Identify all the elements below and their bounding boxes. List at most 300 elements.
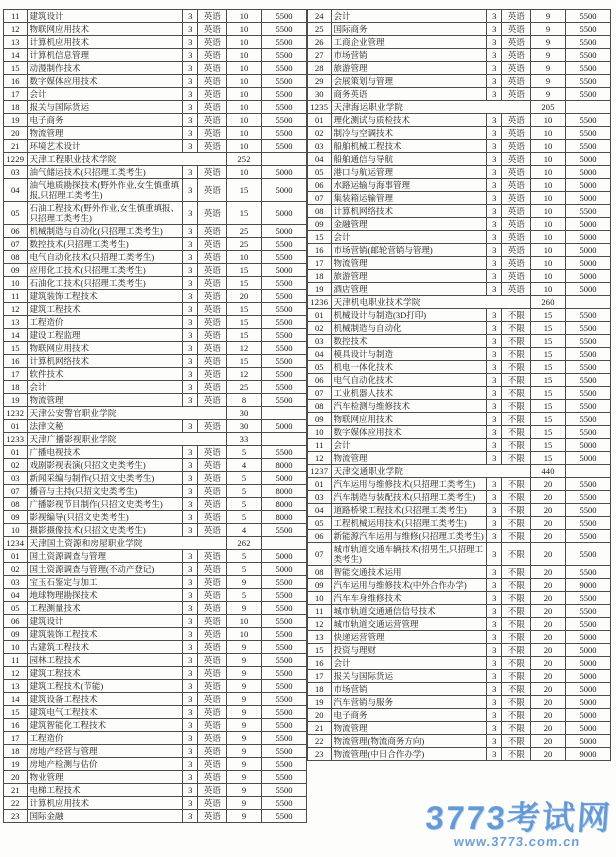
cell-language: 不限 — [502, 439, 531, 452]
school-row — [308, 296, 611, 309]
cell-enrollment-count: 9 — [227, 758, 262, 771]
cell-study-years: 3 — [487, 566, 502, 579]
cell-tuition-fee: 5500 — [261, 290, 306, 303]
cell-study-years: 3 — [487, 683, 502, 696]
cell-school-code: 1237 — [308, 465, 332, 478]
cell-study-years: 3 — [183, 810, 198, 823]
cell-study-years: 3 — [183, 693, 198, 706]
cell-language: 英语 — [198, 101, 227, 114]
cell-major-name: 旅游管理 — [331, 62, 487, 75]
major-row — [308, 75, 611, 88]
major-row — [308, 36, 611, 49]
cell-study-years: 3 — [183, 179, 198, 202]
cell-major-name: 法律文秘 — [27, 420, 183, 433]
cell-major-name: 电气自动化技术 — [331, 374, 487, 387]
major-row — [308, 205, 611, 218]
cell-study-years: 3 — [183, 114, 198, 127]
major-row — [4, 628, 307, 641]
cell-language: 英语 — [198, 550, 227, 563]
cell-enrollment-count: 20 — [531, 748, 566, 761]
cell-major-name: 会计 — [331, 439, 487, 452]
cell-tuition-fee: 8000 — [261, 459, 306, 472]
cell-study-years: 3 — [487, 322, 502, 335]
cell-language: 英语 — [198, 524, 227, 537]
cell-language: 不限 — [502, 504, 531, 517]
major-row — [4, 23, 307, 36]
cell-language: 英语 — [198, 680, 227, 693]
cell-major-name: 水路运输与海事管理 — [331, 179, 487, 192]
cell-major-code: 15 — [308, 644, 332, 657]
cell-major-name: 物联网应用技术 — [27, 342, 183, 355]
cell-enrollment-count: 9 — [227, 602, 262, 615]
major-row — [308, 218, 611, 231]
cell-study-years: 3 — [183, 23, 198, 36]
cell-major-name: 数控技术(只招理工类考生) — [27, 238, 183, 251]
cell-major-name: 物流管理 — [331, 452, 487, 465]
cell-language: 英语 — [198, 498, 227, 511]
cell-tuition-fee: 5500 — [261, 75, 306, 88]
cell-tuition-fee: 5500 — [565, 335, 610, 348]
cell-study-years: 3 — [183, 563, 198, 576]
cell-language: 不限 — [502, 348, 531, 361]
cell-language: 英语 — [198, 784, 227, 797]
cell-study-years: 3 — [183, 667, 198, 680]
cell-major-name: 报关与国际货运 — [27, 101, 183, 114]
cell-study-years: 3 — [183, 101, 198, 114]
cell-major-name: 建筑设计 — [27, 615, 183, 628]
cell-school-total: 262 — [227, 537, 262, 550]
major-row — [4, 485, 307, 498]
cell-language: 英语 — [198, 62, 227, 75]
cell-tuition-fee: 5500 — [261, 394, 306, 407]
cell-major-code: 13 — [4, 36, 28, 49]
cell-fee-empty — [261, 153, 306, 166]
major-row — [4, 114, 307, 127]
cell-major-name: 城市轨道交通车辆技术(招男生,只招理工类考生) — [331, 543, 487, 566]
cell-study-years: 3 — [183, 459, 198, 472]
cell-language: 不限 — [502, 517, 531, 530]
cell-fee-empty — [565, 465, 610, 478]
cell-language: 英语 — [198, 277, 227, 290]
cell-enrollment-count: 9 — [227, 771, 262, 784]
cell-major-code: 09 — [4, 628, 28, 641]
major-row — [308, 309, 611, 322]
cell-language: 英语 — [502, 244, 531, 257]
cell-school-total: 30 — [227, 407, 262, 420]
major-row — [308, 478, 611, 491]
cell-language: 不限 — [502, 374, 531, 387]
cell-major-code: 05 — [308, 361, 332, 374]
cell-tuition-fee: 5000 — [565, 270, 610, 283]
major-row — [4, 667, 307, 680]
cell-enrollment-count: 15 — [227, 355, 262, 368]
cell-study-years: 3 — [183, 49, 198, 62]
cell-tuition-fee: 5500 — [565, 322, 610, 335]
cell-study-years: 3 — [487, 478, 502, 491]
major-row — [308, 114, 611, 127]
cell-enrollment-count: 5 — [227, 498, 262, 511]
cell-tuition-fee: 9000 — [565, 748, 610, 761]
cell-enrollment-count: 9 — [227, 745, 262, 758]
cell-tuition-fee: 5500 — [565, 413, 610, 426]
major-row — [308, 543, 611, 566]
cell-enrollment-count: 20 — [531, 657, 566, 670]
cell-major-name: 环境艺术设计 — [27, 140, 183, 153]
cell-major-name: 模具设计与制造 — [331, 348, 487, 361]
cell-major-name: 国际商务 — [331, 23, 487, 36]
major-row — [308, 153, 611, 166]
major-row — [308, 579, 611, 592]
cell-tuition-fee: 5500 — [261, 576, 306, 589]
cell-study-years: 3 — [487, 504, 502, 517]
cell-tuition-fee: 5500 — [565, 504, 610, 517]
cell-language: 英语 — [198, 368, 227, 381]
cell-major-name: 计算机应用技术 — [27, 797, 183, 810]
cell-tuition-fee: 5000 — [261, 472, 306, 485]
cell-major-name: 物流管理 — [331, 257, 487, 270]
cell-major-code: 13 — [4, 316, 28, 329]
cell-major-name: 物流管理(物流商务方向) — [331, 735, 487, 748]
cell-major-code: 08 — [4, 498, 28, 511]
school-row — [308, 465, 611, 478]
major-row — [308, 696, 611, 709]
cell-enrollment-count: 20 — [531, 579, 566, 592]
cell-tuition-fee: 5500 — [565, 361, 610, 374]
cell-language: 英语 — [198, 771, 227, 784]
cell-enrollment-count: 5 — [227, 485, 262, 498]
cell-major-code: 01 — [4, 420, 28, 433]
cell-study-years: 3 — [487, 618, 502, 631]
cell-tuition-fee: 5500 — [565, 543, 610, 566]
cell-major-name: 建筑工程技术 — [27, 667, 183, 680]
major-row — [4, 589, 307, 602]
cell-major-name: 物流管理 — [331, 722, 487, 735]
cell-language: 英语 — [198, 290, 227, 303]
cell-language: 英语 — [502, 218, 531, 231]
major-row — [4, 140, 307, 153]
cell-major-name: 工商企业管理 — [331, 36, 487, 49]
cell-major-code: 03 — [4, 472, 28, 485]
cell-study-years: 3 — [183, 420, 198, 433]
major-row — [4, 654, 307, 667]
cell-study-years: 3 — [183, 576, 198, 589]
cell-language: 英语 — [502, 49, 531, 62]
cell-language: 英语 — [502, 23, 531, 36]
cell-enrollment-count: 15 — [531, 439, 566, 452]
cell-study-years: 3 — [487, 166, 502, 179]
cell-enrollment-count: 20 — [531, 709, 566, 722]
cell-major-name: 酒店管理 — [331, 283, 487, 296]
cell-major-code: 01 — [308, 478, 332, 491]
cell-major-name: 工程机械运用技术(只招理工类考生) — [331, 517, 487, 530]
cell-major-code: 05 — [308, 166, 332, 179]
major-row — [308, 166, 611, 179]
cell-major-name: 市场营销 — [331, 683, 487, 696]
cell-enrollment-count: 10 — [531, 140, 566, 153]
cell-major-name: 物业管理 — [27, 771, 183, 784]
cell-study-years: 3 — [487, 657, 502, 670]
cell-study-years: 3 — [487, 387, 502, 400]
cell-tuition-fee: 5500 — [261, 127, 306, 140]
cell-major-code: 12 — [4, 303, 28, 316]
major-row — [4, 316, 307, 329]
major-row — [308, 722, 611, 735]
cell-major-code: 16 — [308, 244, 332, 257]
cell-major-code: 11 — [4, 290, 28, 303]
major-row — [4, 303, 307, 316]
cell-school-code: 1232 — [4, 407, 28, 420]
cell-major-name: 集装箱运输管理 — [331, 192, 487, 205]
major-row — [4, 576, 307, 589]
cell-language: 英语 — [198, 251, 227, 264]
cell-major-name: 广播电视技术 — [27, 446, 183, 459]
cell-language: 不限 — [502, 670, 531, 683]
cell-major-code: 09 — [308, 413, 332, 426]
cell-language: 不限 — [502, 426, 531, 439]
cell-major-name: 汽车营销与服务 — [331, 696, 487, 709]
cell-language: 英语 — [198, 420, 227, 433]
cell-tuition-fee: 5000 — [565, 722, 610, 735]
major-row — [4, 758, 307, 771]
major-row — [308, 322, 611, 335]
cell-language: 英语 — [502, 75, 531, 88]
cell-study-years: 3 — [487, 62, 502, 75]
cell-language: 英语 — [502, 36, 531, 49]
cell-school-name: 天津国土资源和房屋职业学院 — [27, 537, 227, 550]
cell-major-code: 03 — [308, 140, 332, 153]
school-row — [4, 537, 307, 550]
major-row — [308, 23, 611, 36]
cell-enrollment-count: 10 — [227, 10, 262, 23]
cell-major-code: 28 — [308, 62, 332, 75]
cell-study-years: 3 — [487, 231, 502, 244]
cell-language: 不限 — [502, 631, 531, 644]
cell-language: 英语 — [198, 75, 227, 88]
enrollment-plan-table-right — [307, 9, 611, 761]
cell-major-code: 02 — [4, 459, 28, 472]
cell-enrollment-count: 30 — [227, 420, 262, 433]
cell-enrollment-count: 10 — [227, 88, 262, 101]
cell-major-code: 16 — [4, 355, 28, 368]
cell-enrollment-count: 9 — [531, 10, 566, 23]
major-row — [4, 101, 307, 114]
cell-enrollment-count: 20 — [531, 683, 566, 696]
cell-study-years: 3 — [183, 719, 198, 732]
major-row — [4, 810, 307, 823]
cell-enrollment-count: 9 — [227, 719, 262, 732]
cell-major-name: 船舶机械工程技术 — [331, 140, 487, 153]
cell-enrollment-count: 20 — [531, 592, 566, 605]
cell-language: 英语 — [502, 257, 531, 270]
cell-language: 不限 — [502, 566, 531, 579]
cell-tuition-fee: 5500 — [565, 36, 610, 49]
cell-study-years: 3 — [487, 244, 502, 257]
major-row — [308, 387, 611, 400]
cell-major-code: 09 — [4, 264, 28, 277]
cell-major-name: 物流管理 — [27, 394, 183, 407]
cell-major-name: 理化测试与质检技术 — [331, 114, 487, 127]
cell-study-years: 3 — [487, 439, 502, 452]
cell-language: 不限 — [502, 696, 531, 709]
cell-language: 英语 — [198, 667, 227, 680]
cell-major-code: 07 — [308, 387, 332, 400]
cell-major-name: 电气自动化技术(只招理工类考生) — [27, 251, 183, 264]
cell-major-name: 机械制造与自动化 — [331, 322, 487, 335]
cell-school-name: 天津工程职业技术学院 — [27, 153, 227, 166]
cell-major-name: 建筑装饰工程技术 — [27, 628, 183, 641]
cell-major-code: 14 — [4, 693, 28, 706]
cell-school-code: 1235 — [308, 101, 332, 114]
major-row — [4, 420, 307, 433]
cell-enrollment-count: 9 — [227, 706, 262, 719]
major-row — [308, 517, 611, 530]
cell-major-name: 计算机网络技术 — [27, 355, 183, 368]
cell-tuition-fee: 8000 — [261, 485, 306, 498]
cell-study-years: 3 — [183, 446, 198, 459]
cell-tuition-fee: 5000 — [261, 166, 306, 179]
cell-tuition-fee: 5500 — [261, 745, 306, 758]
cell-enrollment-count: 10 — [531, 257, 566, 270]
cell-major-code: 20 — [4, 771, 28, 784]
cell-study-years: 3 — [183, 589, 198, 602]
cell-tuition-fee: 5500 — [261, 641, 306, 654]
cell-major-name: 电梯工程技术 — [27, 784, 183, 797]
major-row — [308, 709, 611, 722]
cell-enrollment-count: 12 — [227, 342, 262, 355]
cell-enrollment-count: 15 — [531, 348, 566, 361]
cell-language: 英语 — [198, 140, 227, 153]
major-row — [308, 439, 611, 452]
cell-enrollment-count: 9 — [227, 680, 262, 693]
cell-language: 不限 — [502, 387, 531, 400]
cell-major-name: 数字媒体应用技术 — [27, 75, 183, 88]
cell-language: 不限 — [502, 400, 531, 413]
cell-study-years: 3 — [183, 329, 198, 342]
cell-major-code: 10 — [4, 524, 28, 537]
major-row — [4, 615, 307, 628]
cell-study-years: 3 — [487, 218, 502, 231]
cell-study-years: 3 — [183, 758, 198, 771]
cell-enrollment-count: 9 — [227, 654, 262, 667]
cell-language: 不限 — [502, 709, 531, 722]
cell-major-code: 12 — [308, 452, 332, 465]
cell-tuition-fee: 5500 — [261, 602, 306, 615]
cell-study-years: 3 — [487, 36, 502, 49]
cell-major-code: 05 — [4, 202, 28, 225]
major-row — [308, 504, 611, 517]
cell-major-code: 11 — [4, 654, 28, 667]
cell-major-code: 26 — [308, 36, 332, 49]
major-row — [308, 683, 611, 696]
cell-major-code: 01 — [4, 446, 28, 459]
cell-language: 英语 — [502, 140, 531, 153]
cell-tuition-fee: 5500 — [261, 355, 306, 368]
cell-study-years: 3 — [487, 270, 502, 283]
cell-study-years: 3 — [487, 88, 502, 101]
cell-enrollment-count: 10 — [227, 75, 262, 88]
cell-enrollment-count: 20 — [531, 735, 566, 748]
cell-fee-empty — [565, 101, 610, 114]
cell-major-code: 02 — [308, 322, 332, 335]
cell-study-years: 3 — [183, 342, 198, 355]
cell-enrollment-count: 10 — [227, 49, 262, 62]
major-row — [4, 745, 307, 758]
cell-major-name: 会计 — [331, 657, 487, 670]
cell-study-years: 3 — [487, 10, 502, 23]
cell-enrollment-count: 10 — [227, 140, 262, 153]
cell-major-name: 建筑装饰工程技术 — [27, 290, 183, 303]
school-row — [4, 433, 307, 446]
cell-major-code: 10 — [4, 277, 28, 290]
cell-tuition-fee: 5500 — [261, 706, 306, 719]
cell-language: 英语 — [198, 114, 227, 127]
cell-study-years: 3 — [183, 36, 198, 49]
major-row — [308, 270, 611, 283]
major-row — [4, 771, 307, 784]
cell-tuition-fee: 5500 — [261, 114, 306, 127]
cell-major-code: 13 — [308, 631, 332, 644]
major-row — [4, 394, 307, 407]
cell-major-code: 27 — [308, 49, 332, 62]
cell-language: 英语 — [198, 693, 227, 706]
cell-major-name: 新能源汽车运用与维修(只招理工类考生) — [331, 530, 487, 543]
major-row — [308, 400, 611, 413]
cell-language: 英语 — [502, 231, 531, 244]
cell-major-code: 03 — [4, 576, 28, 589]
cell-tuition-fee: 5500 — [565, 114, 610, 127]
cell-tuition-fee: 5500 — [565, 309, 610, 322]
cell-tuition-fee: 5000 — [261, 225, 306, 238]
school-row — [4, 153, 307, 166]
cell-major-code: 10 — [4, 641, 28, 654]
cell-language: 英语 — [198, 316, 227, 329]
cell-study-years: 3 — [487, 127, 502, 140]
cell-language: 英语 — [198, 394, 227, 407]
major-row — [4, 355, 307, 368]
cell-major-name: 汽车运用与维修技术(中外合作办学) — [331, 579, 487, 592]
major-row — [4, 784, 307, 797]
cell-major-name: 应用化工技术(只招理工类考生) — [27, 264, 183, 277]
cell-language: 不限 — [502, 361, 531, 374]
cell-major-code: 18 — [4, 101, 28, 114]
cell-study-years: 3 — [487, 23, 502, 36]
cell-tuition-fee: 5000 — [261, 179, 306, 202]
cell-major-code: 04 — [308, 348, 332, 361]
cell-major-name: 数字媒体应用技术 — [331, 426, 487, 439]
cell-enrollment-count: 20 — [531, 530, 566, 543]
major-row — [308, 748, 611, 761]
major-row — [308, 592, 611, 605]
major-row — [308, 62, 611, 75]
cell-enrollment-count: 4 — [227, 459, 262, 472]
cell-tuition-fee: 5500 — [261, 732, 306, 745]
cell-major-code: 15 — [4, 706, 28, 719]
cell-major-code: 10 — [308, 592, 332, 605]
cell-major-code: 25 — [308, 23, 332, 36]
cell-study-years: 3 — [487, 257, 502, 270]
cell-major-code: 17 — [4, 732, 28, 745]
cell-study-years: 3 — [183, 472, 198, 485]
cell-school-name: 天津公安警官职业学院 — [27, 407, 227, 420]
cell-major-name: 汽车检测与维修技术 — [331, 400, 487, 413]
cell-tuition-fee: 5500 — [261, 329, 306, 342]
major-row — [308, 140, 611, 153]
major-row — [4, 166, 307, 179]
cell-tuition-fee: 5500 — [565, 374, 610, 387]
cell-enrollment-count: 20 — [531, 618, 566, 631]
cell-tuition-fee: 5500 — [565, 426, 610, 439]
cell-language: 英语 — [198, 238, 227, 251]
